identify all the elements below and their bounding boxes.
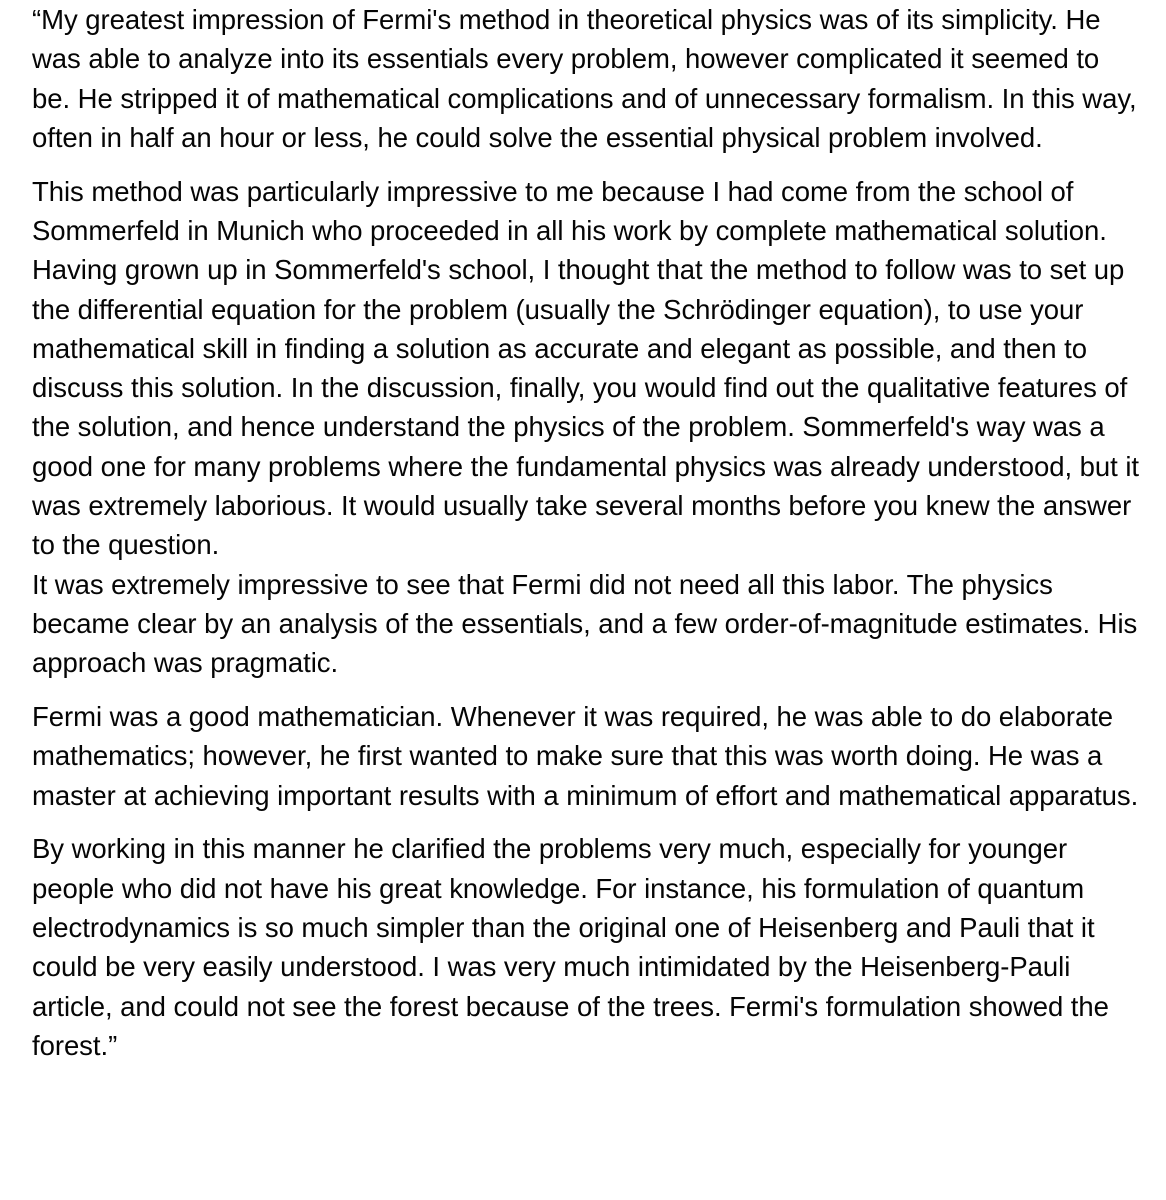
- paragraph-3: It was extremely impressive to see that Fermi did not need all this labor. The physics became clear by an analysis of the essentials, and a few order-of-magnitude estimates. His approach was pragmatic.: [32, 568, 1138, 679]
- paragraph-2: This method was particularly impressive to me because I had come from the school of Sommerfeld in Munich who proceeded in all his work by complete mathematical solution. Having grown up in Sommerfeld's school, I thought that the method to follow was to set up the differential equation for the problem (usually the Schrödinger equation), to use your mathematical skill in finding a solution as accurate and elegant as possible, and then to discuss this solution. In the discussion, finally, you would find out the qualitative features of the solution, and hence understand the physics of the problem. Sommerfeld's way was a good one for many problems where the fundamental physics was already understood, but it was extremely laborious. It would usually take several months before you knew the answer to the question.: [32, 175, 1139, 561]
- post-text: [32, 0, 1142, 1065]
- paragraph-1: “My greatest impression of Fermi's method in theoretical physics was of its simplicity. He was able to analyze into its essentials every problem, however complicated it seemed to be. He stripped it of mathematical complications and of unnecessary formalism. In this way, often in half an hour or less, he could solve the essential physical problem involved.: [32, 4, 1137, 153]
- paragraph-5: By working in this manner he clarified the problems very much, especially for younger people who did not have his great knowledge. For instance, his formulation of quantum electrodynamics is so much simpler than the original one of Heisenberg and Pauli that it could be very easily understood. I was very much intimidated by the Heisenberg-Pauli article, and could not see the forest because of the trees. Fermi's formulation showed the forest.”: [32, 833, 1109, 1061]
- paragraph-4: Fermi was a good mathematician. Whenever it was required, he was able to do elaborate mathematics; however, he first wanted to make sure that this was worth doing. He was a master at achieving important results with a minimum of effort and mathematical apparatus.: [32, 701, 1139, 811]
